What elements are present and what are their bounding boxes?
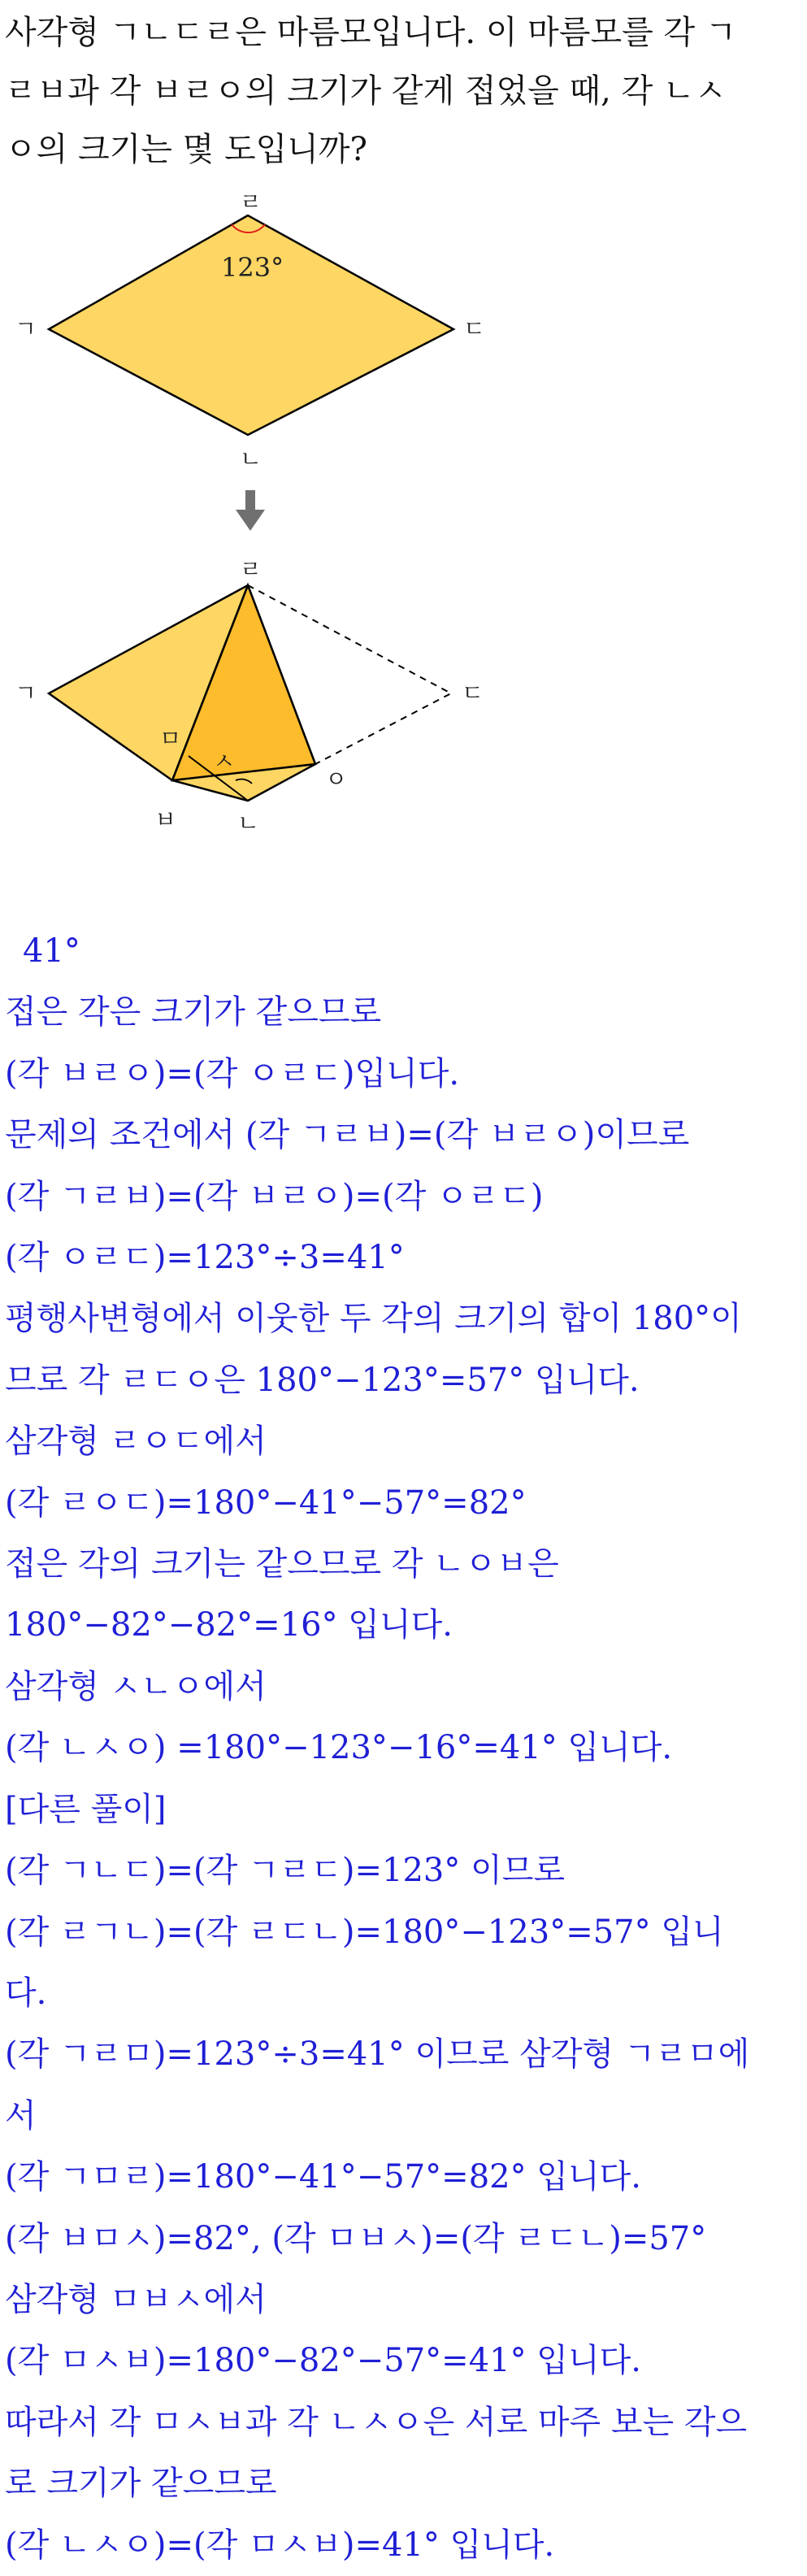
solution-line: (각 ㄱㄹㅁ)=123°÷3=41° 이므로 삼각형 ㄱㄹㅁ에 (5, 2035, 750, 2074)
vertex-label-o: ㅇ (325, 766, 348, 793)
vertex-label-d: ㄷ (462, 680, 484, 706)
problem-line: ㄹㅂ과 각 ㅂㄹㅇ의 크기가 같게 접었을 때, 각 ㄴㅅ (5, 72, 727, 110)
solution-line: 삼각형 ㅁㅂㅅ에서 (5, 2280, 267, 2318)
problem-line: 사각형 ㄱㄴㄷㄹ은 마름모입니다. 이 마름모를 각 ㄱ (5, 14, 737, 51)
solution-line: 므로 각 ㄹㄷㅇ은 180°−123°=57° 입니다. (5, 1361, 640, 1399)
solution-line: (각 ㄹㅇㄷ)=180°−41°−57°=82° (5, 1483, 527, 1522)
vertex-label-r: ㄹ (240, 189, 262, 215)
vertex-label-g: ㄱ (15, 680, 37, 706)
vertex-label-b: ㅂ (154, 806, 177, 833)
figure-area (0, 0, 807, 902)
rhombus-figure (15, 189, 485, 472)
solution-line: 문제의 조건에서 (각 ㄱㄹㅂ)=(각 ㅂㄹㅇ)이므로 (5, 1116, 690, 1154)
vertex-label-n: ㄴ (240, 445, 262, 472)
solution-text (5, 921, 805, 2576)
solution-line: 180°−82°−82°=16° 입니다. (5, 1606, 453, 1644)
solution-line: 삼각형 ㅅㄴㅇ에서 (5, 1667, 267, 1705)
solution-line: 접은 각의 크기는 같으므로 각 ㄴㅇㅂ은 (5, 1545, 559, 1583)
solution-line: 서 (5, 2096, 37, 2135)
solution-line: (각 ㄱㅁㄹ)=180°−41°−57°=82° 입니다. (5, 2158, 641, 2196)
vertex-label-r: ㄹ (240, 556, 262, 583)
solution-line: (각 ㄹㄱㄴ)=(각 ㄹㄷㄴ)=180°−123°=57° 입니 (5, 1913, 724, 1951)
down-arrow-icon (236, 490, 265, 531)
solution-line: (각 ㅇㄹㄷ)=123°÷3=41° (5, 1239, 405, 1277)
problem-line: ㅇ의 크기는 몇 도입니까? (5, 131, 367, 168)
solution-line: (각 ㅁㅅㅂ)=180°−82°−57°=41° 입니다. (5, 2342, 641, 2380)
angle-label: 123° (221, 252, 284, 283)
alternative-solution-heading: [다른 풀이] (5, 1790, 167, 1828)
solution-line: 로 크기가 같으므로 (5, 2465, 277, 2503)
vertex-label-s: ㅅ (213, 748, 236, 775)
answer-line: 41° (23, 932, 80, 970)
rhombus-shape (49, 215, 453, 435)
solution-line: (각 ㄴㅅㅇ)=(각 ㅁㅅㅂ)=41° 입니다. (5, 2526, 555, 2564)
solution-line: (각 ㄱㄴㄷ)=(각 ㄱㄹㄷ)=123° 이므로 (5, 1852, 565, 1890)
solution-line: 평행사변형에서 이웃한 두 각의 크기의 합이 180°이 (5, 1300, 742, 1338)
vertex-label-n: ㄴ (237, 810, 260, 836)
folded-figure (15, 556, 484, 836)
solution-line: 따라서 각 ㅁㅅㅂ과 각 ㄴㅅㅇ은 서로 마주 보는 각으 (5, 2403, 748, 2441)
solution-line: (각 ㅂㄹㅇ)=(각 ㅇㄹㄷ)입니다. (5, 1054, 460, 1093)
solution-line: (각 ㅂㅁㅅ)=82°, (각 ㅁㅂㅅ)=(각 ㄹㄷㄴ)=57° (5, 2219, 707, 2257)
solution-line: 접은 각은 크기가 같으므로 (5, 993, 382, 1032)
vertex-label-m: ㅁ (159, 725, 182, 752)
vertex-label-d: ㄷ (463, 315, 486, 342)
solution-line: (각 ㄱㄹㅂ)=(각 ㅂㄹㅇ)=(각 ㅇㄹㄷ) (5, 1177, 544, 1215)
solution-line: (각 ㄴㅅㅇ) =180°−123°−16°=41° 입니다. (5, 1729, 673, 1767)
vertex-label-g: ㄱ (15, 315, 37, 342)
solution-line: 다. (5, 1974, 47, 2012)
solution-line: 삼각형 ㄹㅇㄷ에서 (5, 1423, 267, 1461)
